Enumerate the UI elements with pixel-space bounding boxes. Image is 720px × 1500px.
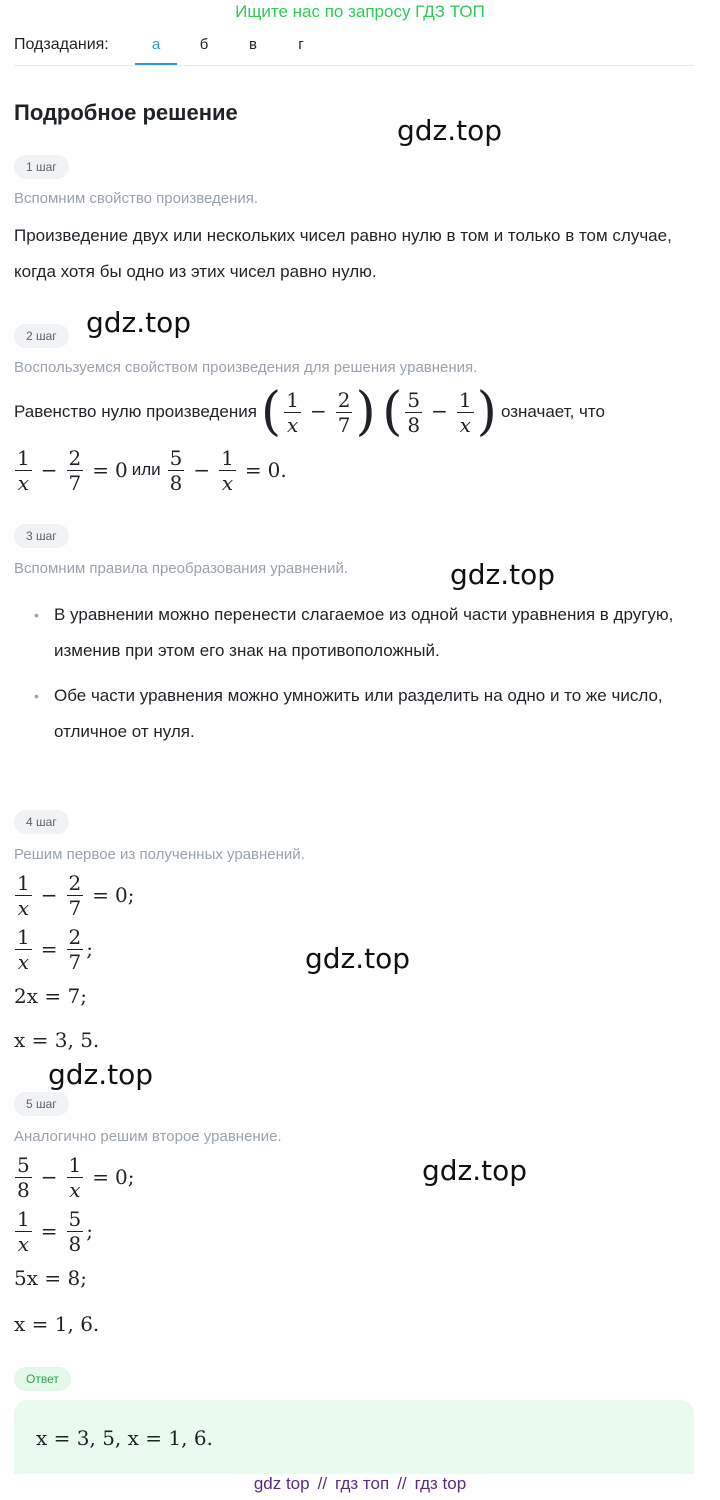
step-badge: 2 шаг bbox=[14, 324, 69, 348]
footer-separator: // bbox=[397, 1474, 407, 1493]
step-badge: 5 шаг bbox=[14, 1092, 69, 1116]
equation-line: 2x = 7; bbox=[14, 984, 87, 1008]
product-expression: ( $\frac{1}{x}$ − $\frac{2}{7}$ ) ( $\frac{5}{8}$ − $\frac{1}{x}$ ) bbox=[260, 382, 497, 442]
tab-subtask-g[interactable]: г bbox=[298, 36, 304, 53]
equation-line: 5x = 8; bbox=[14, 1266, 87, 1290]
equation-line: $\frac{1}{x}$ = $\frac{2}{7}$ ; bbox=[17, 924, 93, 974]
step-hint: Решим первое из полученных уравнений. bbox=[14, 846, 305, 863]
equation-line: $\frac{1}{x}$ = $\frac{5}{8}$ ; bbox=[17, 1206, 93, 1256]
search-banner[interactable]: Ищите нас по запросу ГДЗ ТОП bbox=[235, 2, 485, 21]
tab-subtask-v[interactable]: в bbox=[249, 36, 257, 53]
or-word: или bbox=[131, 460, 161, 479]
step-text: означает, что bbox=[500, 402, 605, 421]
watermark: gdz.top bbox=[48, 1058, 154, 1091]
step-hint: Вспомним правила преобразования уравнений. bbox=[14, 560, 349, 577]
step-text: Произведение двух или нескольких чисел равно нулю в том и только в том случае, когда хотя бы одно из этих чисел равно нулю. bbox=[14, 226, 672, 281]
step-hint: Аналогично решим второе уравнение. bbox=[14, 1128, 282, 1145]
tab-subtask-a[interactable]: а bbox=[151, 36, 161, 53]
answer-badge: Ответ bbox=[14, 1367, 71, 1391]
step-badge: 3 шаг bbox=[14, 524, 69, 548]
step-badge: 4 шаг bbox=[14, 810, 69, 834]
step-hint: Воспользуемся свойством произведения для решения уравнения. bbox=[14, 359, 478, 376]
subtasks-label: Подзадания: bbox=[14, 36, 109, 53]
watermark: gdz.top bbox=[305, 942, 411, 975]
answer-value: x = 3, 5, x = 1, 6. bbox=[36, 1426, 213, 1450]
watermark: gdz.top bbox=[450, 558, 556, 591]
active-tab-indicator bbox=[135, 63, 177, 65]
tab-subtask-b[interactable]: б bbox=[199, 36, 209, 53]
watermark: gdz.top bbox=[86, 306, 192, 339]
equations-pair: $\frac{1}{x}$ − $\frac{2}{7}$ = 0 или $\frac{5}{8}$ − $\frac{1}{x}$ = 0. bbox=[17, 445, 287, 495]
page-title: Подробное решение bbox=[14, 100, 238, 125]
subtasks-bar bbox=[14, 30, 694, 66]
watermark: gdz.top bbox=[397, 114, 503, 147]
equation-line: $\frac{5}{8}$ − $\frac{1}{x}$ = 0; bbox=[17, 1152, 135, 1202]
equation-line: x = 1, 6. bbox=[14, 1312, 100, 1336]
answer-box bbox=[14, 1400, 694, 1474]
step-hint: Вспомним свойство произведения. bbox=[14, 190, 259, 207]
equation-line: $\frac{1}{x}$ − $\frac{2}{7}$ = 0; bbox=[17, 870, 135, 920]
list-item: • Обе части уравнения можно умножить или разделить на одно и то же число, отличное от нуля. bbox=[34, 678, 674, 750]
footer-links bbox=[0, 1474, 720, 1494]
footer-link[interactable]: gdz top bbox=[253, 1474, 310, 1493]
footer-link[interactable]: гдз top bbox=[414, 1474, 467, 1493]
product-equation-line bbox=[14, 380, 605, 444]
list-item: • В уравнении можно перенести слагаемое из одной части уравнения в другую, изменив при этом его знак на противоположный. bbox=[34, 597, 674, 669]
footer-link[interactable]: гдз топ bbox=[335, 1474, 390, 1493]
watermark: gdz.top bbox=[422, 1154, 528, 1187]
step-badge: 1 шаг bbox=[14, 155, 69, 179]
equation-line: x = 3, 5. bbox=[14, 1028, 100, 1052]
step-text: Равенство нулю произведения bbox=[14, 402, 257, 421]
footer-separator: // bbox=[317, 1474, 328, 1493]
rules-list bbox=[34, 597, 674, 750]
